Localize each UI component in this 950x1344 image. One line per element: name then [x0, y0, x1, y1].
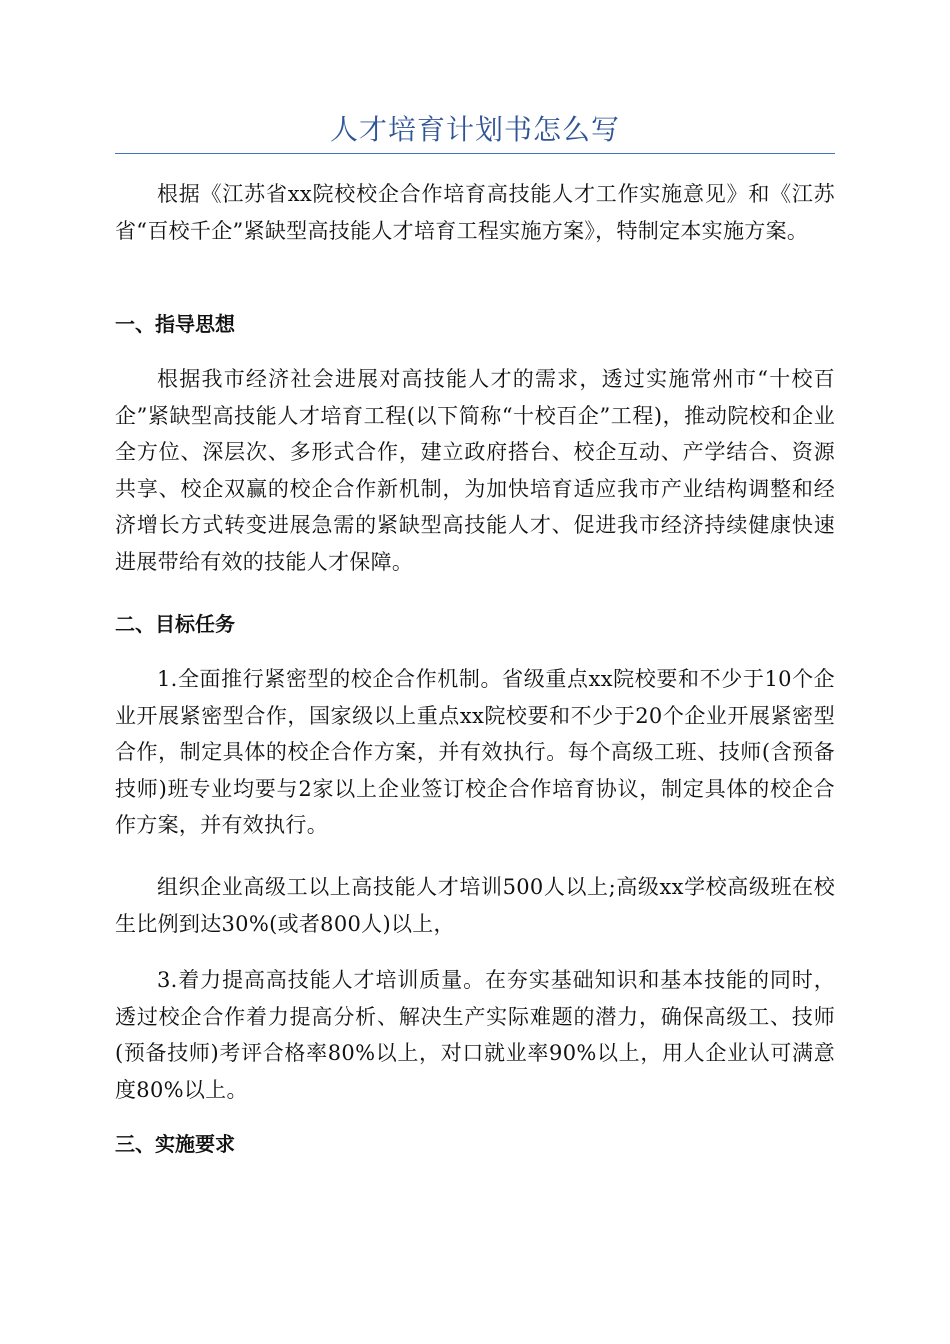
goals-paragraph-3: 3.着力提高高技能人才培训质量。在夯实基础知识和基本技能的同时，透过校企合作着力提高分析、解决生产实际难题的潜力，确保高级工、技师(预备技师)考评合格率80%以上，对口就业率90%以上，用人企业认可满意度80%以上。: [115, 968, 835, 1102]
title-underline: [115, 153, 835, 154]
section-heading-implementation: 三、实施要求: [115, 1132, 235, 1156]
intro-paragraph: 根据《江苏省xx院校校企合作培育高技能人才工作实施意见》和《江苏省“百校千企”紧缺型高技能人才培育工程实施方案》，特制定本实施方案。: [115, 182, 835, 243]
document-title: 人才培育计划书怎么写: [329, 113, 620, 146]
section-heading-guiding-thought: 一、指导思想: [115, 312, 235, 336]
goals-paragraph-1: 1.全面推行紧密型的校企合作机制。省级重点xx院校要和不少于10个企业开展紧密型合作，国家级以上重点xx院校要和不少于20个企业开展紧密型合作，制定具体的校企合作方案，并有效执行。每个高级工班、技师(含预备技师)班专业均要与2家以上企业签订校企合作培育协议，制定具体的校企合作方案，并有效执行。: [115, 667, 835, 837]
guiding-thought-paragraph: 根据我市经济社会进展对高技能人才的需求，透过实施常州市“十校百企”紧缺型高技能人才培育工程(以下简称“十校百企”工程)，推动院校和企业全方位、深层次、多形式合作，建立政府搭台、校企互动、产学结合、资源共享、校企双赢的校企合作新机制，为加快培育适应我市产业结构调整和经济增长方式转变进展急需的紧缺型高技能人才、促进我市经济持续健康快速进展带给有效的技能人才保障。: [115, 367, 835, 574]
goals-paragraph-2: 组织企业高级工以上高技能人才培训500人以上;高级xx学校高级班在校生比例到达30%(或者800人)以上，: [115, 875, 835, 936]
section-heading-goals-tasks: 二、目标任务: [115, 612, 235, 636]
